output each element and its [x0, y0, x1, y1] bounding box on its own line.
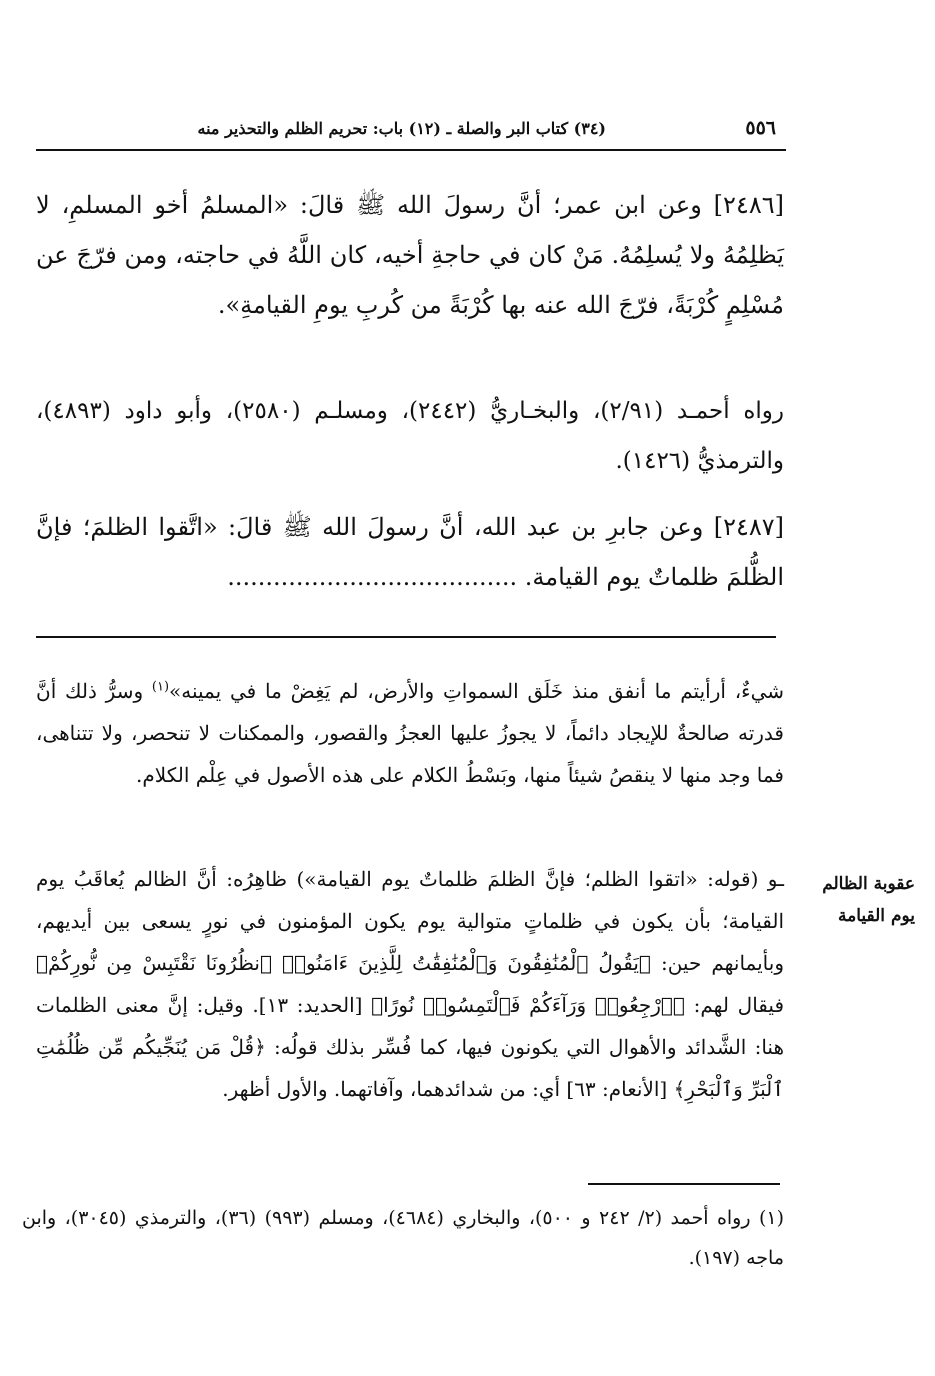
margin-heading — [800, 868, 915, 932]
hadith-number: [٢٤٨٦] — [713, 191, 784, 219]
commentary-text: وسرُّ ذلك أنَّ قدرته صالحةٌ للإيجاد دائماً، لا يجوزُ عليها العجزُ والقصور، والممكنات لا تنحصر، ولا تتناهى، فما وجد منها لا ينقصُ شيئاً منها، وبَسْطُ الكلام على هذه الأصول في عِلْم الكلام. — [36, 679, 784, 787]
running-title: (٣٤) كتاب البر والصلة ـ (١٢) باب: تحريم الظلم والتحذير منه — [197, 119, 606, 138]
commentary-text: شيءٌ، أرأيتم ما أنفق منذ خَلَق السمواتِ والأرض، لم يَغِضْ ما في يمينه» — [169, 679, 784, 703]
margin-heading-line: يوم القيامة — [838, 906, 915, 926]
commentary-paragraph-2: ـو (قوله: «اتقوا الظلم؛ فإنَّ الظلمَ ظلماتٌ يوم القيامة») ظاهِرُه: أنَّ الظالم يُعاقَبُ يوم القيامة؛ بأن يكون في ظلماتٍ متوالية يوم يكون المؤمنون في نورٍ يسعى بين أيديهم، وبأيمانهم حين: ﴿يَقُولُ ٱلْمُنَٰفِقُونَ وَٱلْمُنَٰفِقَٰتُ لِلَّذِينَ ءَامَنُوا۟ ٱنظُرُونَا نَقْتَبِسْ مِن نُّورِكُمْ﴾ فيقال لهم: ﴿ٱرْجِعُوا۟ وَرَآءَكُمْ فَٱلْتَمِسُوا۟ نُورًا﴾ [الحديد: ١٣]. وقيل: إنَّ معنى الظلمات هنا: الشَّدائد والأهوال التي يكونون فيها، كما فُسِّر بذلك قولُه: ﴿قُلْ مَن يُنَجِّيكُم مِّن ظُلُمَٰتِ ٱلْبَرِّ وَٱلْبَحْرِ﴾ [الأنعام: ٦٣] أي: من شدائدهما، وآفاتهما. والأول أظهر. — [36, 867, 784, 1101]
hadith-number: [٢٤٨٧] — [713, 513, 784, 541]
page-header — [36, 115, 786, 151]
footnote-divider — [588, 1183, 780, 1185]
hadith-text: وعن جابرِ بن عبد الله، أنَّ رسولَ الله ﷺ قالَ: «اتَّقوا الظلمَ؛ فإنَّ الظُّلمَ ظلماتٌ يوم القيامة. ...................................... — [36, 513, 784, 591]
footnote-reference[interactable]: (١) — [151, 679, 170, 695]
section-divider — [36, 636, 776, 638]
footnote: (١) رواه أحمد (٢/ ٢٤٢ و ٥٠٠)، والبخاري (٤٦٨٤)، ومسلم (٩٩٣) (٣٦)، والترمذي (٣٠٤٥)، وابن ماجه (١٩٧). — [22, 1207, 784, 1269]
hadith-text: وعن ابن عمر؛ أنَّ رسولَ الله ﷺ قالَ: «المسلمُ أخو المسلمِ، لا يَظلِمُهُ ولا يُسلِمُهُ. مَنْ كان في حاجةِ أخيه، كان اللَّهُ في حاجته، ومن فرّجَ عن مُسْلِمٍ كُرْبَةً، فرّجَ الله عنه بها كُرْبَةً من كُربِ يومِ القيامةِ». — [36, 191, 784, 319]
hadith-2487 — [36, 502, 784, 602]
hadith-2486-source: رواه أحمـد (٢/٩١)، والبخـاريُّ (٢٤٤٢)، ومسلـم (٢٥٨٠)، وأبو داود (٤٨٩٣)، والترمذيُّ (١٤٢٦). — [36, 398, 784, 474]
page-number: ٥٥٦ — [745, 117, 776, 139]
commentary-paragraph-1 — [36, 670, 784, 796]
margin-heading-line: عقوبة الظالم — [822, 874, 915, 894]
hadith-2486 — [36, 180, 784, 330]
